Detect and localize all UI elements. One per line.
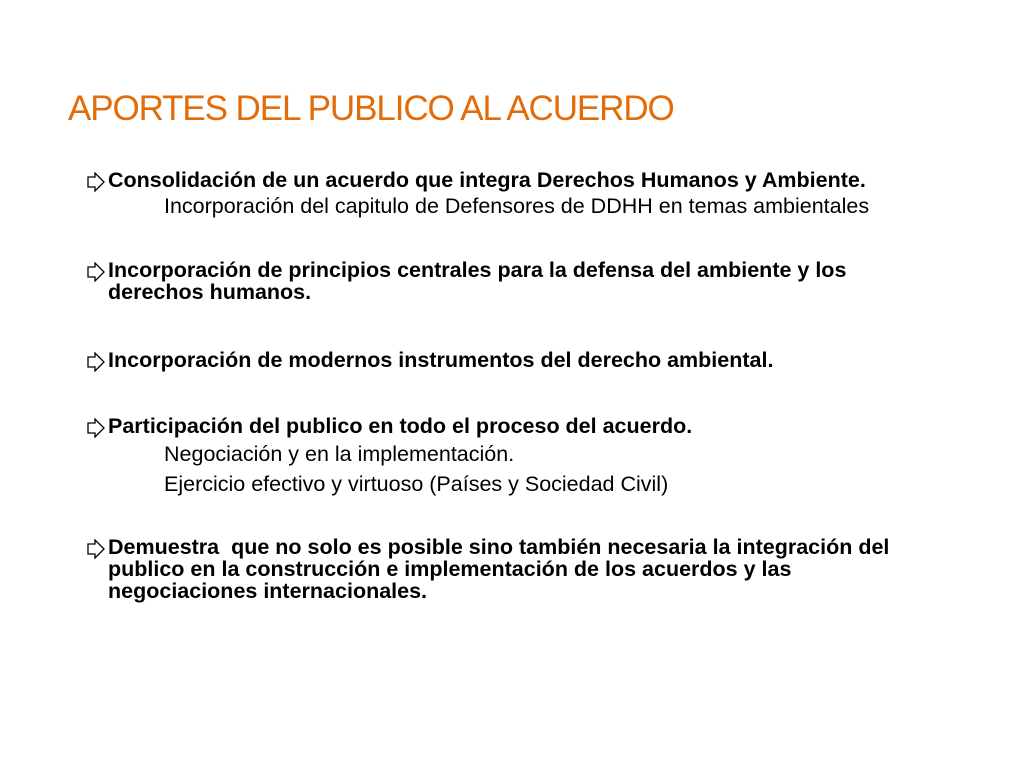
arrow-bullet-icon: [86, 352, 106, 372]
bullet-item-consolidacion: [86, 168, 936, 217]
sub-item-defensores: Incorporación del capitulo de Defensores de DDHH en temas ambientales: [164, 194, 870, 218]
bullet-item-demuestra: [86, 535, 936, 602]
sub-item-negociacion: Negociación y en la implementación.: [164, 442, 515, 466]
bullet-list: [86, 168, 936, 602]
arrow-bullet-icon: [86, 172, 106, 192]
bullet-item-principios: [86, 258, 936, 303]
slide-title: APORTES DEL PUBLICO AL ACUERDO: [68, 89, 674, 128]
bullet-text: Incorporación de principios centrales para la defensa del ambiente y los derechos humanos.: [108, 258, 847, 304]
bullet-text: Participación del publico en todo el proceso del acuerdo.: [108, 414, 693, 438]
bullet-text: Consolidación de un acuerdo que integra Derechos Humanos y Ambiente.: [108, 168, 866, 192]
arrow-bullet-icon: [86, 262, 106, 282]
bullet-text: Demuestra que no solo es posible sino también necesaria la integración del publico en la construcción e implementación de los acuerdos y las negociaciones internacionales.: [108, 535, 896, 603]
arrow-bullet-icon: [86, 418, 106, 438]
bullet-item-instrumentos: [86, 348, 936, 371]
bullet-item-participacion: [86, 414, 936, 497]
sub-item-ejercicio: Ejercicio efectivo y virtuoso (Países y Sociedad Civil): [164, 472, 669, 496]
bullet-text: Incorporación de modernos instrumentos del derecho ambiental.: [108, 348, 774, 372]
arrow-bullet-icon: [86, 539, 106, 559]
